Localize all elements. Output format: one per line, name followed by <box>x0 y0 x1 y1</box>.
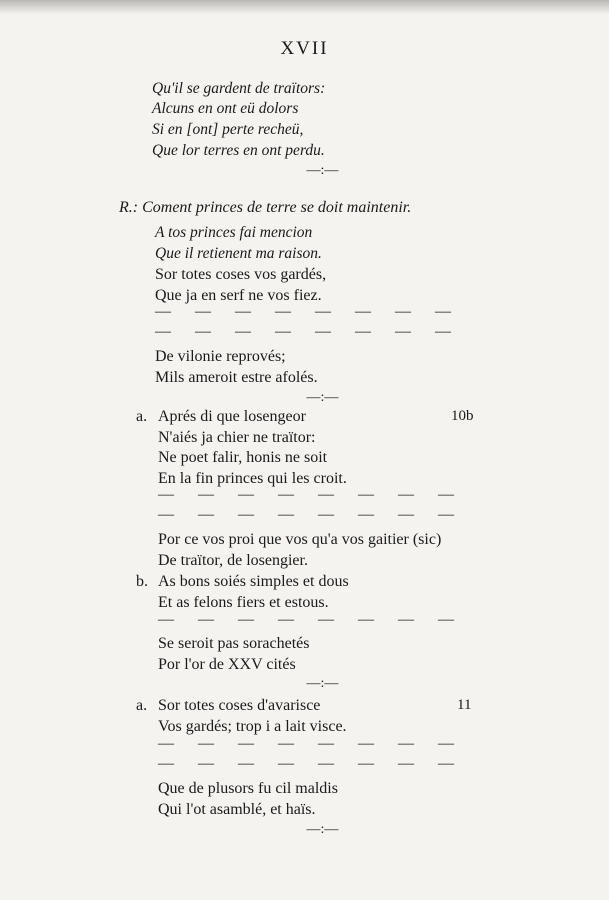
verse-line: Que il retienent ma raison. <box>155 245 322 262</box>
elided-verse-line: — — — — — — — — <box>158 611 464 628</box>
verse-line: Que de plusors fu cil maldis <box>158 780 338 797</box>
verse-line: Sor totes coses d'avarisce <box>158 697 321 714</box>
verse-line: Sor totes coses vos gardés, <box>155 266 327 283</box>
section-separator: —:— <box>306 163 339 178</box>
verse-line: De traïtor, de losengier. <box>158 552 308 569</box>
verse-line: Alcuns en ont eü dolors <box>152 100 299 117</box>
section-separator: —:— <box>306 390 339 405</box>
section-marker: b. <box>136 573 148 590</box>
verse-line: Por ce vos proi que vos qu'a vos gaitier (sic) <box>158 531 442 548</box>
verse-line: En la fin princes qui les croit. <box>158 470 347 487</box>
elided-verse-line: — — — — — — — — <box>155 303 461 320</box>
verse-line: Se seroit pas sorachetés <box>158 635 310 652</box>
section-marker: a. <box>136 697 148 714</box>
verse-line: Ne poet falir, honis ne soit <box>158 449 328 466</box>
elided-verse-line: — — — — — — — — <box>158 755 464 772</box>
section-separator: —:— <box>306 822 339 837</box>
section-marker: a. <box>136 408 148 425</box>
folio-number: 10b <box>451 408 474 424</box>
verse-line: Qui l'ot asamblé, et haïs. <box>158 801 316 818</box>
elided-verse-line: — — — — — — — — <box>155 323 461 340</box>
verse-line: Por l'or de XXV cités <box>158 656 296 673</box>
verse-line: As bons soiés simples et dous <box>158 573 349 590</box>
elided-verse-line: — — — — — — — — <box>158 506 464 523</box>
verse-line: De vilonie reprovés; <box>155 348 286 365</box>
verse-line: Si en [ont] perte recheü, <box>152 121 304 138</box>
verse-line: Que ja en serf ne vos fiez. <box>155 287 322 304</box>
rubric-title: R.: Coment princes de terre se doit maintenir. <box>119 199 412 216</box>
elided-verse-line: — — — — — — — — <box>158 735 464 752</box>
verse-line: Mils ameroit estre afolés. <box>155 369 318 386</box>
verse-line: Aprés di que losengeor <box>158 408 306 425</box>
page-header: XVII <box>280 38 329 59</box>
verse-line: N'aiés ja chier ne traïtor: <box>158 429 316 446</box>
verse-line: Qu'il se gardent de traïtors: <box>152 80 326 97</box>
section-separator: —:— <box>306 676 339 691</box>
verse-line: Vos gardés; trop i a lait visce. <box>158 718 347 735</box>
verse-line: Et as felons fiers et estous. <box>158 594 329 611</box>
verse-line: Que lor terres en ont perdu. <box>152 142 325 159</box>
elided-verse-line: — — — — — — — — <box>158 486 464 503</box>
verse-line: A tos princes fai mencion <box>155 224 313 241</box>
folio-number: 11 <box>457 697 472 713</box>
